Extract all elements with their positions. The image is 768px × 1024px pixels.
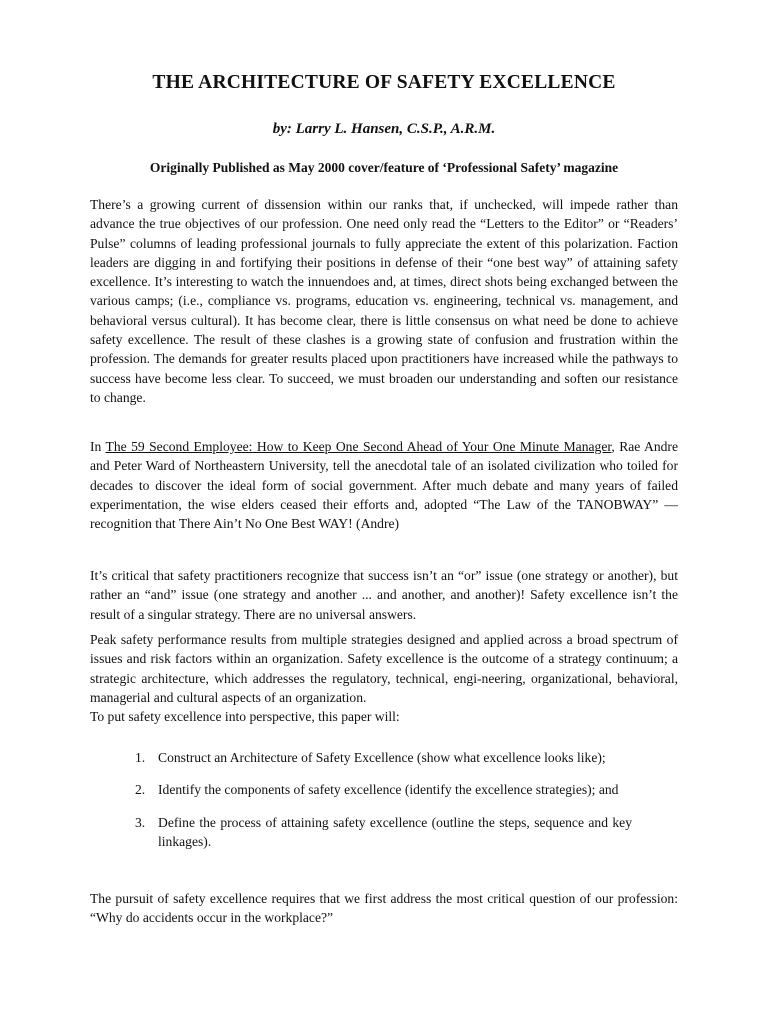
paragraph-tanobway [90,437,678,533]
document-title: THE ARCHITECTURE OF SAFETY EXCELLENCE [152,72,616,93]
list-item-number: 3. [135,814,146,830]
list-item-text: Construct an Architecture of Safety Excellence (show what excellence looks like); [158,750,606,765]
paragraph-prefix: In [90,439,106,454]
paragraph-main-text: Peak safety performance results from multiple strategies designed and applied across a broad spectrum of issues and risk factors within an organization. Safety excellence is the outcome of a strategy continuum; a strategic architecture, which addresses the regulatory, technical, engi-neering, organizational, behavioral, managerial and cultural aspects of an organization. [90,632,678,705]
list-item-number: 1. [135,750,146,765]
list-item-text: Define the process of attaining safety excellence (outline the steps, sequence and key linkages). [158,814,632,849]
list-item [90,748,678,767]
paragraph-intro: There’s a growing current of dissension within our ranks that, if unchecked, will impede rather than advance the true objectives of our profession. One need only read the “Letters to the Editor” or “Readers’ Pulse” columns of leading professional journals to fully appreciate the extent of this polarization. Faction leaders are digging in and fortifying their positions in defense of their “one best way” of attaining safety excellence. It’s interesting to watch the innuendoes and, at times, direct shots being exchanged between the various camps; (i.e., compliance vs. programs, education vs. engineering, technical vs. management, and behavioral versus cultural). It has become clear, there is little consensus on what need be done to achieve safety excellence. The result of these clashes is a growing state of confusion and frustration within the profession. The demands for greater results placed upon practitioners have increased while the pathways to success have become less clear. To succeed, we must broaden our understanding and soften our resistance to change. [90,197,678,405]
paragraph-body: , Rae Andre and Peter Ward of Northeastern University, tell the anecdotal tale of an isolated civilization who toiled for decades to discover the ideal form of social government. After much debate and many years of failed experimentation, the wise elders ceased their efforts and, adopted “The Law of the TANOBWAY” — recognition that There Ain’t No One Best WAY! (Andre) [90,439,678,532]
list-item-text: Identify the components of safety excellence (identify the excellence strategies); and [158,782,619,798]
author-byline: by: Larry L. Hansen, C.S.P., A.R.M. [272,121,496,137]
list-item [90,813,678,852]
paragraph-peak-performance [90,630,678,726]
paragraph-and-issue: It’s critical that safety practitioners recognize that success isn’t an “or” issue (one strategy or another), but rather an “and” issue (one strategy and another ... and another, and another)! Safety excellence isn’t the result of a singular strategy. There are no universal answers. [90,568,678,622]
list-item [90,780,678,799]
book-title-reference: The 59 Second Employee: How to Keep One Second Ahead of Your One Minute Manager [105,439,612,454]
paper-goals-list [90,748,678,864]
list-item-number: 2. [135,782,146,798]
paragraph-lead-in: To put safety excellence into perspective, this paper will: [90,709,400,725]
publication-note: Originally Published as May 2000 cover/feature of ‘Professional Safety’ magazine [149,160,619,175]
paragraph-critical-question: The pursuit of safety excellence requires that we first address the most critical question of our profession: “Why do accidents occur in the workplace?” [90,891,678,926]
